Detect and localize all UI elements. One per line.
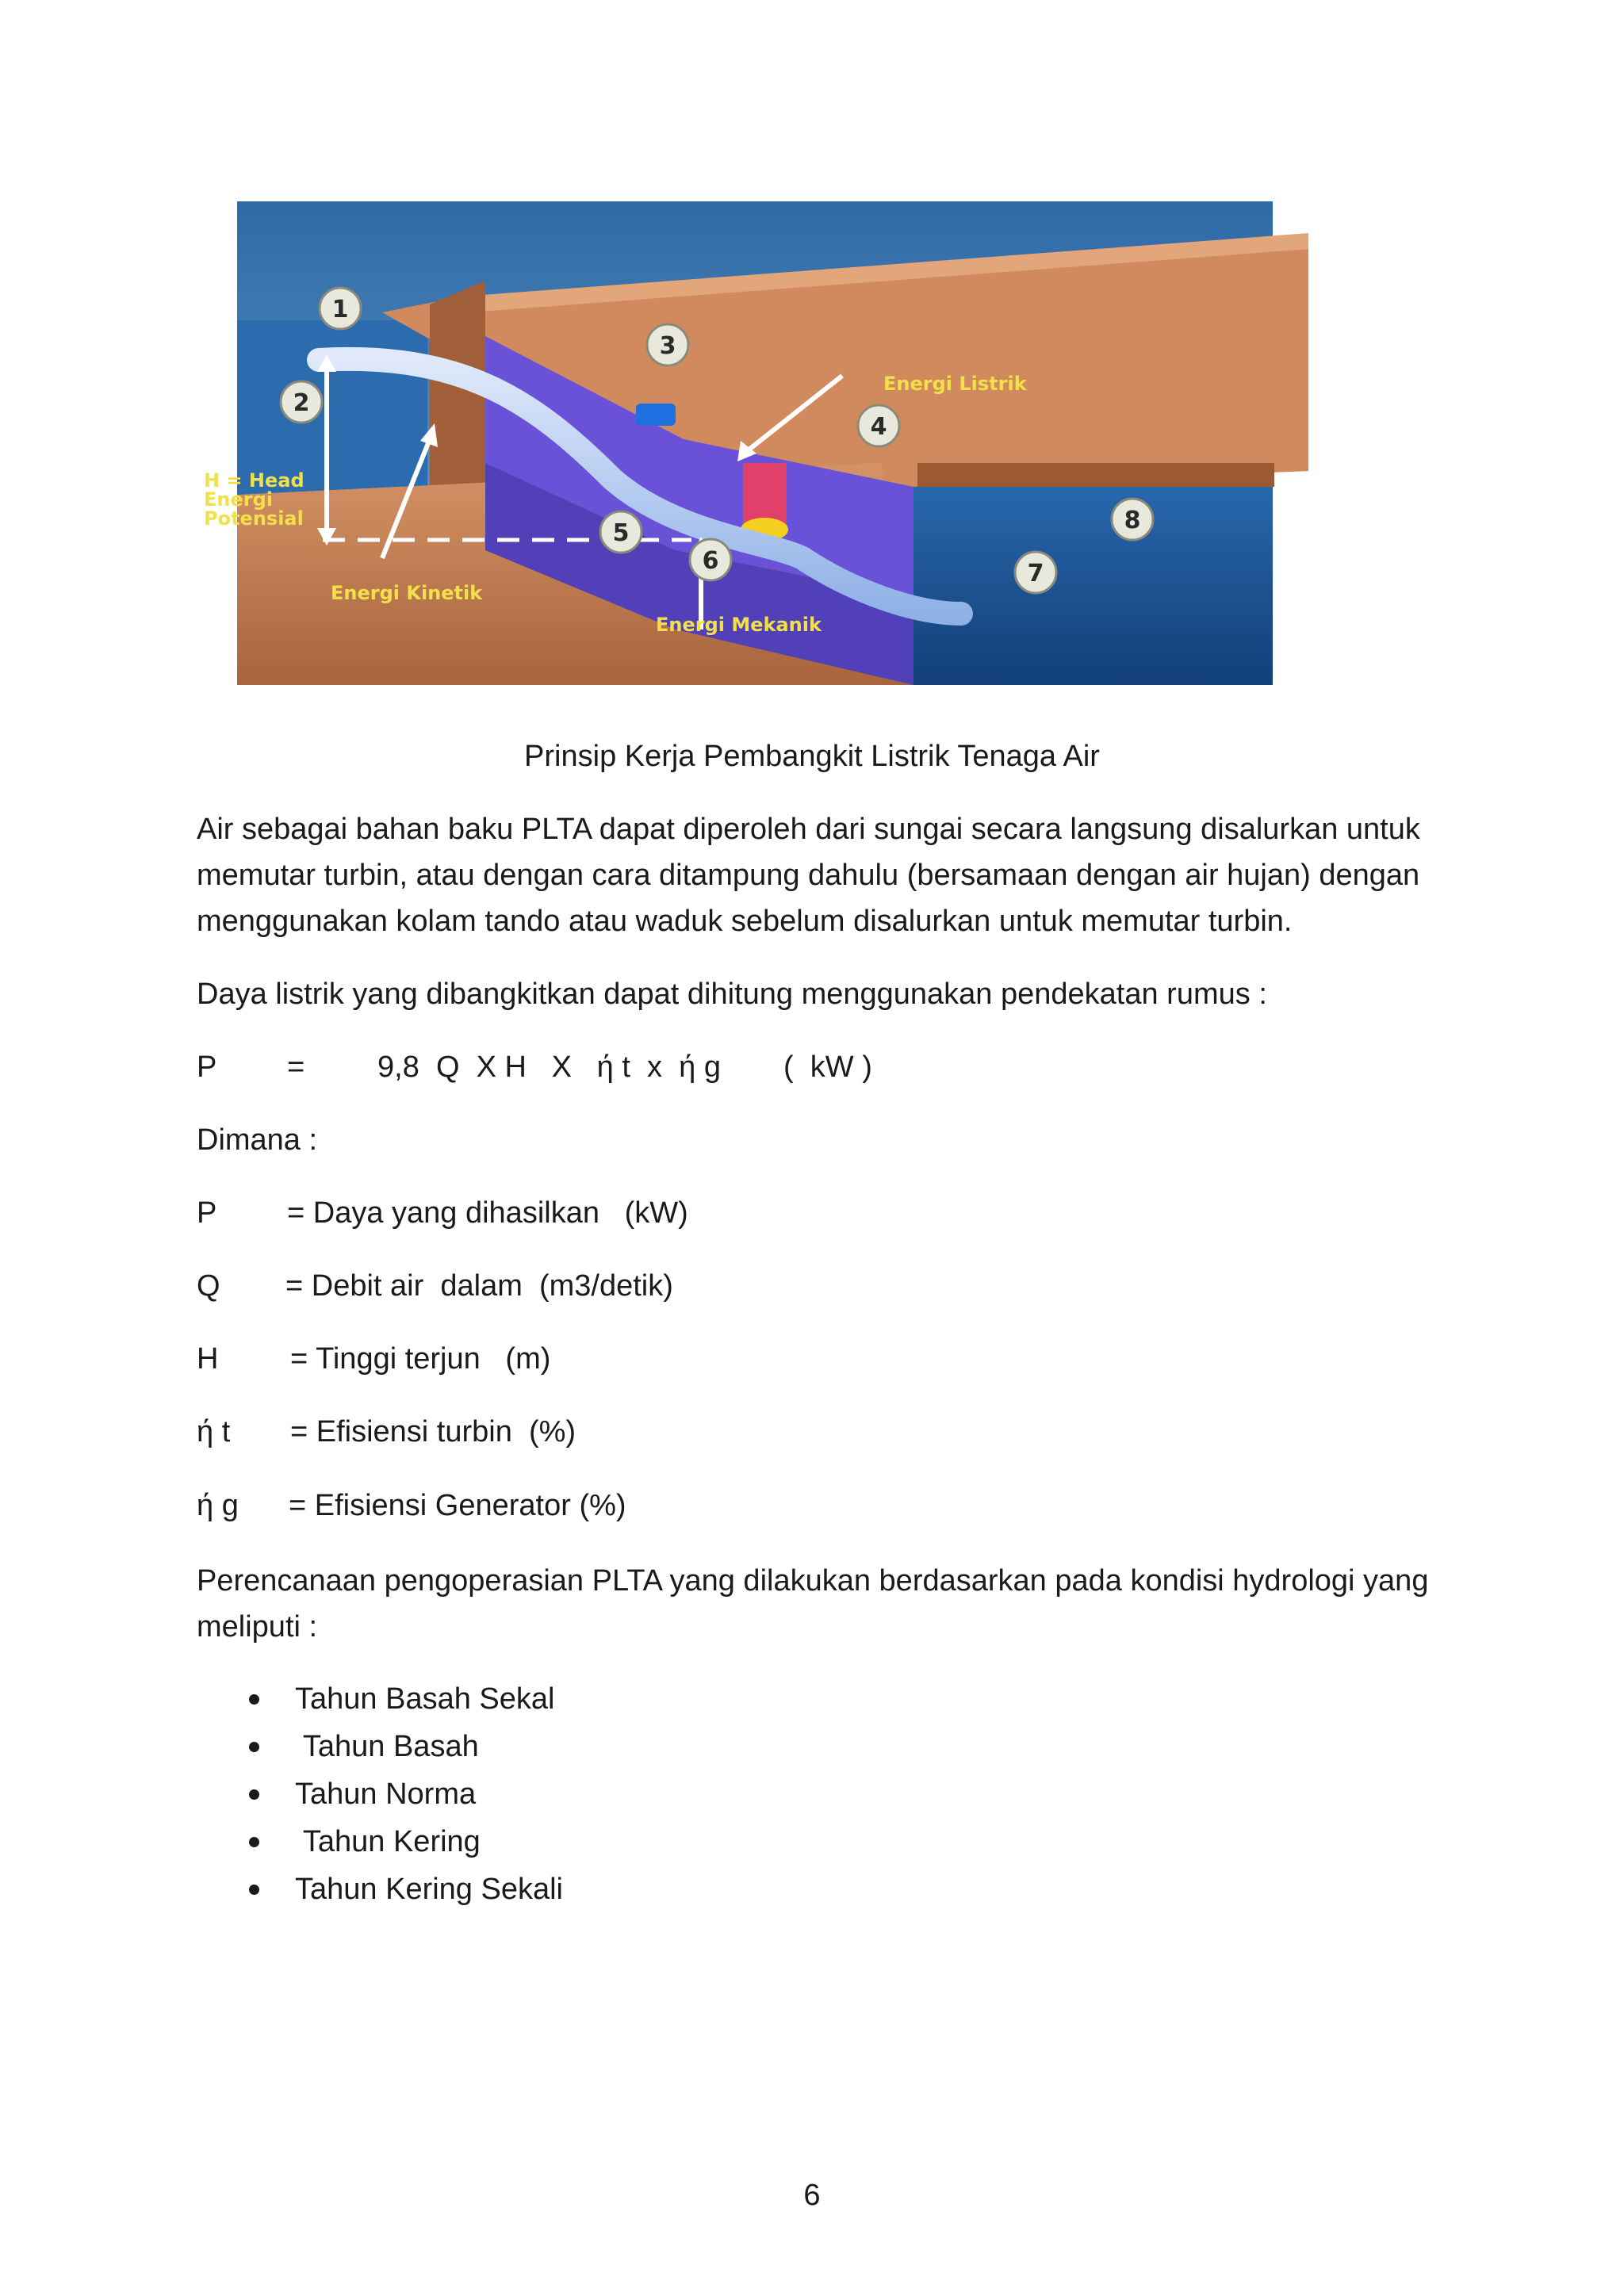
page-number: 6 (803, 2179, 821, 2212)
hydropower-diagram-svg (200, 201, 1308, 709)
badge-6-label: 6 (702, 547, 719, 575)
fence (917, 463, 1274, 487)
badge-5-label: 5 (612, 519, 630, 547)
definition-desc: = Debit air dalam (m3/detik) (285, 1269, 673, 1303)
formula-unit: ( kW ) (783, 1050, 872, 1084)
paragraph-hydrology: Perencanaan pengoperasian PLTA yang dilakukan berdasarkan pada kondisi hydrologi yang meliputi : (197, 1564, 1429, 1644)
definition-desc: = Tinggi terjun (m) (290, 1342, 551, 1376)
list-item: Tahun Kering Sekali (238, 1866, 563, 1913)
list-item: Tahun Kering (238, 1818, 563, 1866)
badge-8-label: 8 (1124, 507, 1141, 534)
list-item: Tahun Norma (238, 1770, 563, 1818)
definition-symbol: P (197, 1196, 217, 1230)
figure-caption: Prinsip Kerja Pembangkit Listrik Tenaga Air (524, 740, 1100, 773)
definition-desc: = Efisiensi Generator (%) (289, 1489, 626, 1522)
where-label: Dimana : (197, 1123, 318, 1157)
formula-equals: = (287, 1050, 305, 1084)
label-energi-kinetik: Energi Kinetik (331, 582, 483, 604)
badge-3-label: 3 (659, 332, 676, 360)
bullet-icon (249, 1789, 259, 1800)
definition-symbol: ή t (197, 1415, 231, 1448)
hydrology-year-list (238, 1675, 563, 1913)
badge-7-label: 7 (1027, 560, 1044, 587)
tailrace-water (914, 471, 1273, 685)
transformer-shape (636, 404, 676, 426)
label-potensial: Potensial (204, 507, 304, 530)
label-head: H = Head (204, 469, 304, 492)
label-energi: Energi (204, 488, 273, 511)
badge-2-label: 2 (293, 389, 310, 417)
label-energi-mekanik: Energi Mekanik (656, 614, 822, 636)
definition-desc: = Daya yang dihasilkan (kW) (287, 1196, 688, 1230)
bullet-icon (249, 1742, 259, 1752)
definition-symbol: Q (197, 1269, 220, 1303)
bullet-icon (249, 1837, 259, 1847)
list-item: Tahun Basah Sekal (238, 1675, 563, 1723)
paragraph-source: Air sebagai bahan baku PLTA dapat diperoleh dari sungai secara langsung disalurkan untuk memutar turbin, atau dengan cara ditampung dahulu (bersamaan dengan air hujan) dengan menggunakan kolam tando atau waduk sebelum disalurkan untuk memutar turbin. (197, 813, 1420, 938)
hydropower-diagram (200, 201, 1308, 709)
definition-symbol: H (197, 1342, 219, 1376)
paragraph-formula-intro: Daya listrik yang dibangkitkan dapat dihitung menggunakan pendekatan rumus : (197, 978, 1267, 1011)
definition-symbol: ή g (197, 1489, 239, 1522)
bullet-icon (249, 1694, 259, 1705)
definition-desc: = Efisiensi turbin (%) (290, 1415, 576, 1448)
bullet-icon (249, 1885, 259, 1895)
badge-4-label: 4 (870, 413, 887, 441)
generator-block (743, 463, 787, 526)
badge-1-label: 1 (331, 296, 349, 323)
list-item: Tahun Basah (238, 1723, 563, 1770)
label-energi-listrik: Energi Listrik (883, 373, 1027, 395)
formula-expression: 9,8 Q X H X ή t x ή g (377, 1050, 721, 1084)
formula-symbol: P (197, 1050, 217, 1084)
